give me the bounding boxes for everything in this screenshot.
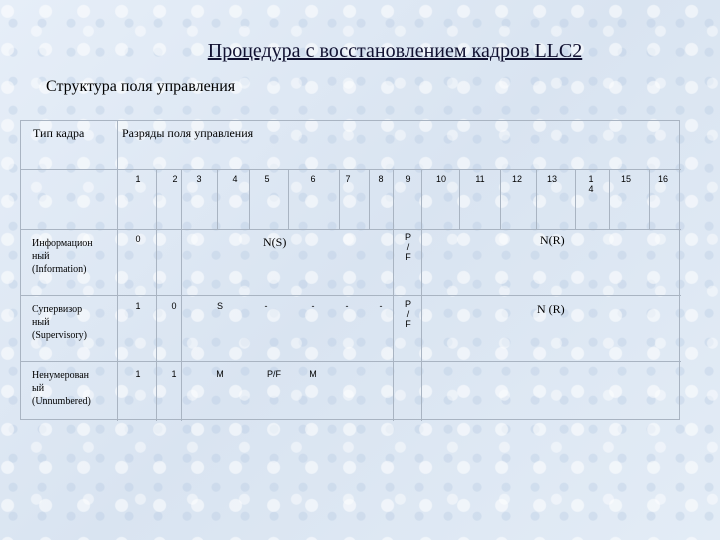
cell-dash: - (264, 301, 268, 311)
bit-number: 1 4 (588, 174, 594, 194)
row-label-information: Информацион ный (Information) (32, 238, 93, 275)
bit-number: 12 (511, 174, 522, 184)
control-field-table (20, 120, 680, 420)
bit-number: 10 (435, 174, 446, 184)
cell-pf: P / F (404, 232, 411, 262)
row-label-supervisory: Супервизор ный (Supervisory) (32, 304, 87, 341)
table-divider (369, 169, 370, 229)
cell-bit2: 1 (171, 369, 177, 379)
page-title: Процедура с восстановлением кадров LLC2 (207, 40, 583, 62)
cell-nr: N (R) (537, 302, 565, 316)
bit-number: 15 (620, 174, 631, 184)
bit-number: 2 (172, 174, 178, 184)
cell-bit1: 1 (135, 369, 141, 379)
cell-dash: - (345, 301, 349, 311)
cell-bit1: 0 (135, 234, 141, 244)
cell-pf: P/F (266, 369, 281, 379)
bit-number: 9 (405, 174, 411, 184)
bit-number: 8 (378, 174, 384, 184)
cell-dash: - (311, 301, 315, 311)
table-divider (249, 169, 250, 229)
header-frame-type: Тип кадра (33, 126, 85, 140)
table-divider (117, 121, 118, 421)
cell-bit1: 1 (135, 301, 141, 311)
table-divider (459, 169, 460, 229)
header-control-bits: Разряды поля управления (122, 126, 254, 140)
table-divider (575, 169, 576, 229)
bit-number: 7 (345, 174, 351, 184)
bit-number: 4 (232, 174, 238, 184)
bit-number: 5 (264, 174, 270, 184)
table-divider (536, 169, 537, 229)
page-subtitle: Структура поля управления (46, 78, 236, 95)
bit-number: 13 (546, 174, 557, 184)
table-divider (288, 169, 289, 229)
cell-m: M (309, 369, 317, 379)
cell-ns: N(S) (263, 235, 287, 249)
bit-number: 1 (135, 174, 141, 184)
bit-number: 11 (475, 174, 485, 184)
table-divider (21, 169, 681, 170)
table-divider (649, 169, 650, 229)
cell-s: S (216, 301, 223, 311)
table-divider (217, 169, 218, 229)
table-divider (21, 295, 681, 296)
table-divider (21, 361, 681, 362)
cell-m: M (216, 369, 224, 379)
cell-dash: - (379, 301, 383, 311)
bit-number: 16 (657, 174, 668, 184)
cell-nr: N(R) (540, 233, 565, 247)
table-divider (21, 229, 681, 230)
table-divider (500, 169, 501, 229)
table-divider (609, 169, 610, 229)
cell-pf: P / F (404, 299, 411, 329)
row-label-unnumbered: Ненумерован ый (Unnumbered) (32, 370, 91, 407)
bit-number: 3 (196, 174, 202, 184)
table-divider (339, 169, 340, 229)
cell-bit2: 0 (171, 301, 177, 311)
bit-number: 6 (310, 174, 316, 184)
